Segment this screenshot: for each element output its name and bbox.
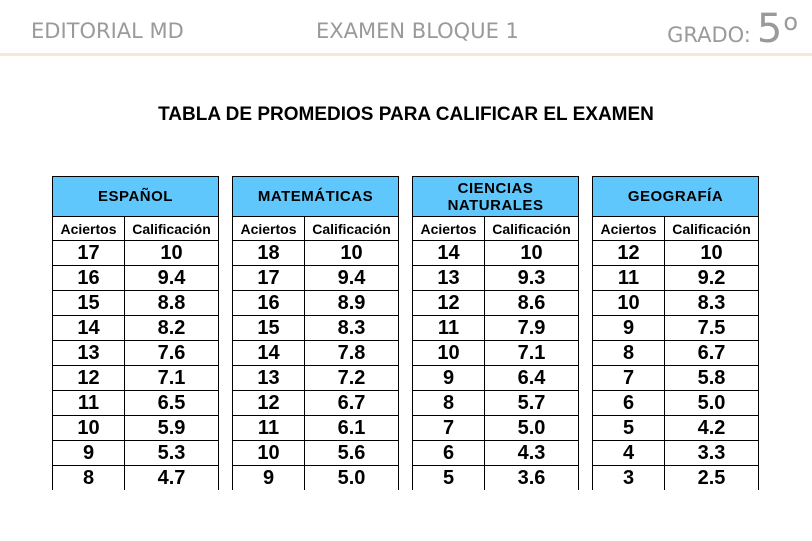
aciertos-cell: 9 — [233, 466, 305, 491]
aciertos-cell: 9 — [53, 441, 125, 466]
calificacion-cell: 5.9 — [125, 416, 219, 441]
table-row — [413, 416, 579, 441]
table-row — [53, 441, 219, 466]
calificacion-cell: 4.2 — [665, 416, 759, 441]
table-row — [233, 241, 399, 266]
grade-table — [412, 176, 579, 490]
aciertos-cell: 12 — [593, 241, 665, 266]
aciertos-cell: 14 — [53, 316, 125, 341]
aciertos-cell: 7 — [593, 366, 665, 391]
aciertos-cell: 11 — [53, 391, 125, 416]
aciertos-cell: 5 — [593, 416, 665, 441]
calificacion-cell: 5.8 — [665, 366, 759, 391]
calificacion-cell: 9.4 — [305, 266, 399, 291]
table-row — [413, 341, 579, 366]
calificacion-cell: 8.2 — [125, 316, 219, 341]
table-row — [593, 291, 759, 316]
calificacion-cell: 9.4 — [125, 266, 219, 291]
column-header-calificacion: Calificación — [125, 217, 219, 241]
page-header — [0, 0, 812, 56]
aciertos-cell: 11 — [233, 416, 305, 441]
table-row — [53, 266, 219, 291]
aciertos-cell: 6 — [593, 391, 665, 416]
grade-table — [592, 176, 759, 490]
aciertos-cell: 8 — [53, 466, 125, 491]
table-row — [233, 266, 399, 291]
calificacion-cell: 6.1 — [305, 416, 399, 441]
calificacion-cell: 5.0 — [665, 391, 759, 416]
calificacion-cell: 6.5 — [125, 391, 219, 416]
aciertos-cell: 10 — [413, 341, 485, 366]
calificacion-cell: 7.8 — [305, 341, 399, 366]
subject-header: CIENCIAS NATURALES — [413, 177, 579, 217]
page-title: TABLA DE PROMEDIOS PARA CALIFICAR EL EXAMEN — [158, 104, 654, 125]
calificacion-cell: 8.3 — [305, 316, 399, 341]
table-row — [413, 291, 579, 316]
calificacion-cell: 7.1 — [485, 341, 579, 366]
aciertos-cell: 8 — [413, 391, 485, 416]
aciertos-cell: 12 — [233, 391, 305, 416]
aciertos-cell: 6 — [413, 441, 485, 466]
table-row — [413, 266, 579, 291]
table-row — [53, 316, 219, 341]
calificacion-cell: 8.8 — [125, 291, 219, 316]
calificacion-cell: 5.0 — [305, 466, 399, 491]
calificacion-cell: 5.3 — [125, 441, 219, 466]
calificacion-cell: 9.3 — [485, 266, 579, 291]
table-row — [233, 366, 399, 391]
table-row — [233, 391, 399, 416]
table-row — [593, 241, 759, 266]
grade-table — [232, 176, 399, 490]
aciertos-cell: 11 — [593, 266, 665, 291]
table-row — [593, 441, 759, 466]
table-row — [53, 241, 219, 266]
calificacion-cell: 7.5 — [665, 316, 759, 341]
table-row — [53, 291, 219, 316]
aciertos-cell: 9 — [593, 316, 665, 341]
calificacion-cell: 5.7 — [485, 391, 579, 416]
aciertos-cell: 13 — [233, 366, 305, 391]
aciertos-cell: 8 — [593, 341, 665, 366]
calificacion-cell: 10 — [485, 241, 579, 266]
table-row — [413, 441, 579, 466]
table-row — [233, 341, 399, 366]
table-row — [593, 341, 759, 366]
calificacion-cell: 7.6 — [125, 341, 219, 366]
aciertos-cell: 3 — [593, 466, 665, 491]
aciertos-cell: 7 — [413, 416, 485, 441]
calificacion-cell: 10 — [125, 241, 219, 266]
calificacion-cell: 8.9 — [305, 291, 399, 316]
calificacion-cell: 3.6 — [485, 466, 579, 491]
table-row — [53, 466, 219, 491]
table-row — [53, 366, 219, 391]
aciertos-cell: 12 — [413, 291, 485, 316]
calificacion-cell: 10 — [665, 241, 759, 266]
calificacion-cell: 3.3 — [665, 441, 759, 466]
grade-label: GRADO: — [667, 23, 751, 47]
aciertos-cell: 4 — [593, 441, 665, 466]
calificacion-cell: 7.2 — [305, 366, 399, 391]
table-row — [593, 316, 759, 341]
table-row — [233, 466, 399, 491]
aciertos-cell: 13 — [53, 341, 125, 366]
column-header-calificacion: Calificación — [665, 217, 759, 241]
aciertos-cell: 9 — [413, 366, 485, 391]
calificacion-cell: 5.6 — [305, 441, 399, 466]
table-row — [53, 416, 219, 441]
calificacion-cell: 7.1 — [125, 366, 219, 391]
aciertos-cell: 14 — [413, 241, 485, 266]
calificacion-cell: 9.2 — [665, 266, 759, 291]
aciertos-cell: 16 — [53, 266, 125, 291]
aciertos-cell: 18 — [233, 241, 305, 266]
column-header-aciertos: Aciertos — [413, 217, 485, 241]
table-row — [593, 466, 759, 491]
table-row — [233, 291, 399, 316]
publisher-name: EDITORIAL MD — [31, 19, 184, 43]
column-header-calificacion: Calificación — [485, 217, 579, 241]
exam-name: EXAMEN BLOQUE 1 — [316, 19, 519, 43]
table-row — [413, 366, 579, 391]
calificacion-cell: 6.4 — [485, 366, 579, 391]
table-row — [593, 366, 759, 391]
aciertos-cell: 14 — [233, 341, 305, 366]
aciertos-cell: 17 — [53, 241, 125, 266]
calificacion-cell: 6.7 — [665, 341, 759, 366]
calificacion-cell: 4.3 — [485, 441, 579, 466]
aciertos-cell: 10 — [53, 416, 125, 441]
table-row — [53, 341, 219, 366]
table-row — [413, 241, 579, 266]
subject-header: GEOGRAFÍA — [593, 177, 759, 217]
calificacion-cell: 5.0 — [485, 416, 579, 441]
table-row — [593, 391, 759, 416]
table-row — [233, 441, 399, 466]
aciertos-cell: 13 — [413, 266, 485, 291]
aciertos-cell: 16 — [233, 291, 305, 316]
table-row — [413, 316, 579, 341]
aciertos-cell: 11 — [413, 316, 485, 341]
calificacion-cell: 4.7 — [125, 466, 219, 491]
calificacion-cell: 6.7 — [305, 391, 399, 416]
subject-header: ESPAÑOL — [53, 177, 219, 217]
table-row — [233, 416, 399, 441]
table-row — [413, 391, 579, 416]
aciertos-cell: 15 — [53, 291, 125, 316]
column-header-aciertos: Aciertos — [593, 217, 665, 241]
calificacion-cell: 8.6 — [485, 291, 579, 316]
grade-indicator — [667, 6, 798, 52]
grade-superscript: o — [783, 8, 798, 36]
aciertos-cell: 5 — [413, 466, 485, 491]
column-header-aciertos: Aciertos — [233, 217, 305, 241]
calificacion-cell: 10 — [305, 241, 399, 266]
grade-value: 5 — [756, 6, 783, 52]
calificacion-cell: 7.9 — [485, 316, 579, 341]
column-header-calificacion: Calificación — [305, 217, 399, 241]
grade-table — [52, 176, 219, 490]
aciertos-cell: 10 — [233, 441, 305, 466]
table-row — [413, 466, 579, 491]
table-row — [53, 391, 219, 416]
aciertos-cell: 15 — [233, 316, 305, 341]
table-row — [593, 266, 759, 291]
calificacion-cell: 2.5 — [665, 466, 759, 491]
subject-header: MATEMÁTICAS — [233, 177, 399, 217]
table-row — [233, 316, 399, 341]
table-row — [593, 416, 759, 441]
aciertos-cell: 17 — [233, 266, 305, 291]
column-header-aciertos: Aciertos — [53, 217, 125, 241]
aciertos-cell: 10 — [593, 291, 665, 316]
aciertos-cell: 12 — [53, 366, 125, 391]
calificacion-cell: 8.3 — [665, 291, 759, 316]
